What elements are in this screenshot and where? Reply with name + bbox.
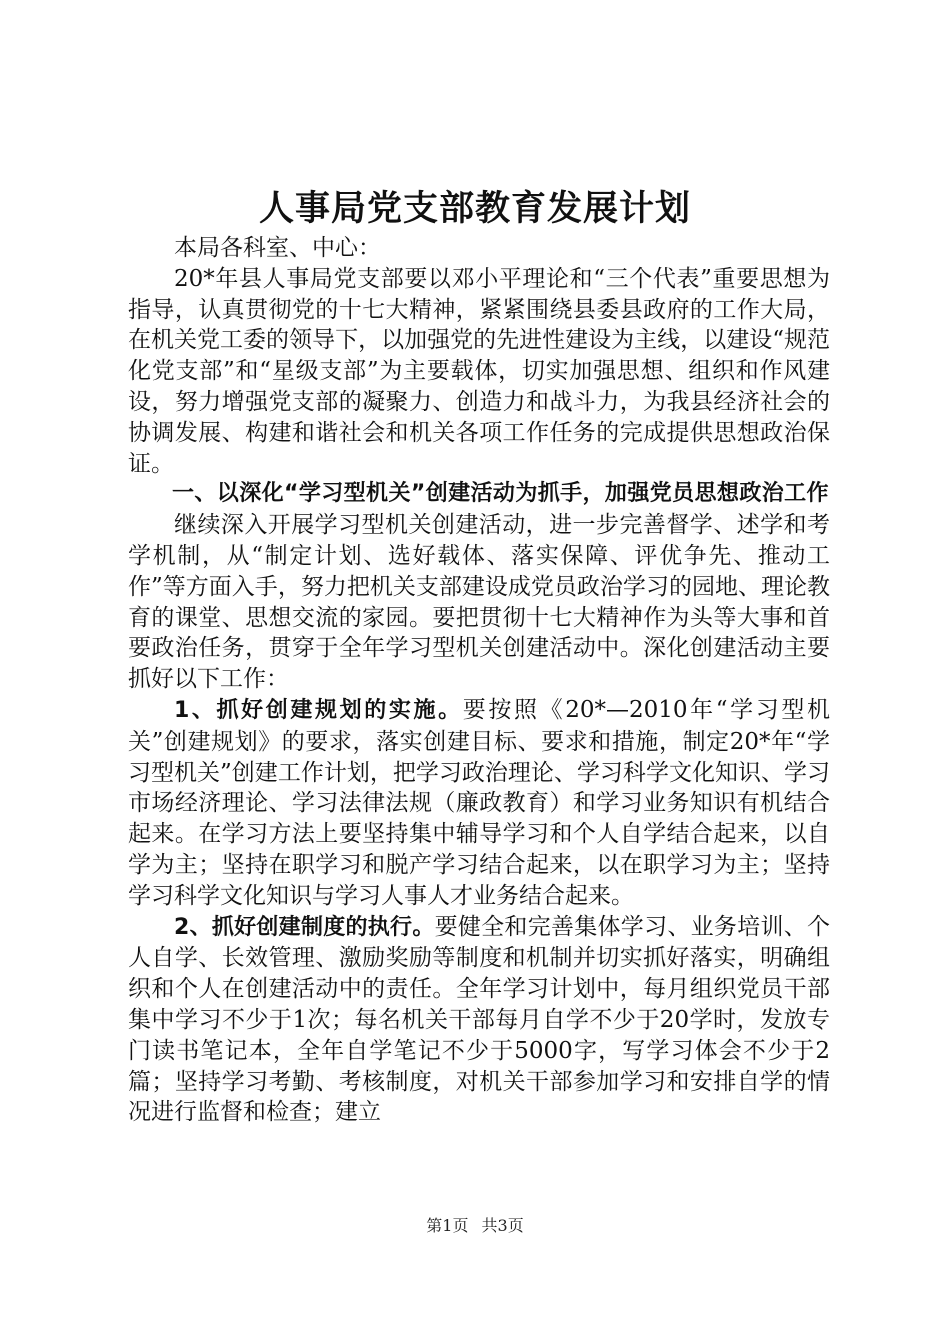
item-paragraph-2: [128, 912, 830, 1129]
salutation: 本局各科室、中心：: [174, 235, 381, 261]
page-number: 第1页: [426, 1216, 469, 1235]
item-body-1: 要按照《20*—2010年“学习型机关”创建规划》的要求，落实创建目标、要求和措施，制定20*年“学习型机关”创建工作计划，把学习政治理论、学习科学文化知识、学习市场经济理论、学习法律法规（廉政教育）和学习业务知识有机结合起来。在学习方法上要坚持集中辅导学习和个人自学结合起来，以自学为主；坚持在职学习和脱产学习结合起来，以在职学习为主；坚持学习科学文化知识与学习人事人才业务结合起来。: [128, 696, 831, 909]
page-footer: [0, 1216, 950, 1236]
item-body-2: 要健全和完善集体学习、业务培训、个人自学、长效管理、激励奖励等制度和机制并切实抓好落实，明确组织和个人在创建活动中的责任。全年学习计划中，每月组织党员干部集中学习不少于1次；每名机关干部每月自学不少于20学时，发放专门读书笔记本，全年自学笔记不少于5000字，写学习体会不少于2篇；坚持学习考勤、考核制度，对机关干部参加学习和安排自学的情况进行监督和检查；建立: [128, 913, 831, 1126]
page-total: 共3页: [481, 1216, 524, 1235]
document-body: [128, 233, 830, 1128]
intro-paragraph: 20*年县人事局党支部要以邓小平理论和“三个代表”重要思想为指导，认真贯彻党的十七大精神，紧紧围绕县委县政府的工作大局，在机关党工委的领导下，以加强党的先进性建设为主线，以建设“规范化党支部”和“星级支部”为主要载体，切实加强思想、组织和作风建设，努力增强党支部的凝聚力、创造力和战斗力，为我县经济社会的协调发展、构建和谐社会和机关各项工作任务的完成提供思想政治保证。: [128, 265, 830, 477]
item-heading-2: 2、抓好创建制度的执行。: [174, 914, 435, 940]
item-heading-1: 1、抓好创建规划的实施。: [174, 697, 463, 723]
section-paragraph-1: 继续深入开展学习型机关创建活动，进一步完善督学、述学和考学机制，从“制定计划、选好载体、落实保障、评优争先、推动工作”等方面入手，努力把机关支部建设成党员政治学习的园地、理论教育的课堂、思想交流的家园。要把贯彻十七大精神作为头等大事和首要政治任务，贯穿于全年学习型机关创建活动中。深化创建活动主要抓好以下工作：: [128, 512, 830, 693]
document-title: 人事局党支部教育发展计划: [258, 188, 691, 229]
item-paragraph-1: [128, 695, 830, 912]
section-heading-1: 一、以深化“学习型机关”创建活动为抓手，加强党员思想政治工作: [172, 481, 829, 507]
